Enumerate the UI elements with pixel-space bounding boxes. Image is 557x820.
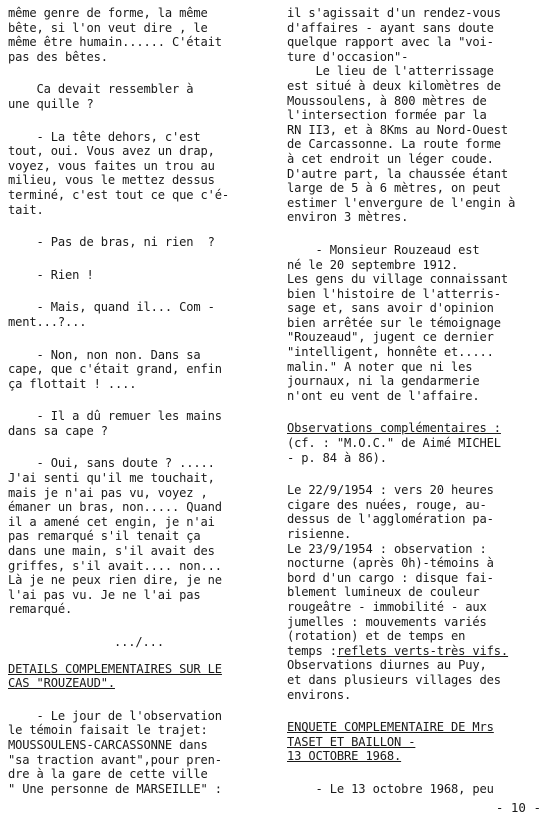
question-4 [8, 409, 270, 438]
text-line: - Il a dû remuer les mains [8, 409, 222, 424]
text-line: Là je ne peux rien dire, je ne [8, 573, 222, 588]
text-line: n'ont eu vent de l'affaire. [287, 388, 480, 403]
text-line: dans sa cape ? [8, 423, 108, 438]
text-line: cape, que c'était grand, enfin [8, 362, 222, 377]
text-line: le témoin faisait le trajet: [8, 723, 208, 738]
text-line: - Le jour de l'observation [8, 708, 222, 723]
text-line: estimer l'envergure de l'engin à [287, 195, 516, 210]
text-line: dessus de l'agglomération pa- [287, 512, 494, 527]
question-3 [8, 300, 270, 329]
text-line: d'affaires - ayant sans doute [287, 20, 494, 35]
text-line: risienne. [287, 527, 352, 541]
answer-3 [8, 348, 270, 392]
underlined-segment: reflets verts-très vifs. [336, 643, 509, 658]
text-line: Observations diurnes au Puy, [287, 658, 487, 673]
text-line: MOUSSOULENS-CARCASSONNE dans [8, 737, 208, 752]
text-line: Les gens du village connaissant [287, 272, 509, 287]
text-line: griffes, s'il avait.... non... [8, 558, 222, 573]
text-line: Ca devait ressembler à [8, 82, 194, 97]
details-paragraph [8, 709, 270, 797]
text-line: voyez, vous faites un trou au [8, 158, 215, 173]
observations-reference: (cf. : "M.O.C." de Aimé MICHEL [287, 436, 501, 451]
text-line: émaner un bras, non..... Quand [8, 500, 222, 515]
text-line: malin." A noter que ni les [287, 359, 473, 374]
text-line: même être humain...... C'était [8, 35, 222, 50]
text-line: "sa traction avant",pour pren- [8, 752, 222, 767]
right-column [287, 6, 551, 797]
text-line: bête, si l'on veut dire , le [8, 20, 208, 35]
text-line: Le 23/9/1954 : observation : [287, 541, 487, 556]
text-line: une quille ? [8, 96, 94, 111]
text-line: et dans plusieurs villages des [287, 672, 501, 687]
separator: .../... [114, 635, 164, 649]
text-line: - Non, non non. Dans sa [8, 347, 201, 362]
observations-reference-page: - p. 84 à 86). [287, 450, 387, 465]
text-line: ture d'occasion"- [287, 49, 409, 64]
text-line: environs. [287, 687, 352, 702]
left-column [8, 6, 270, 796]
text-line: il a amené cet engin, je n'ai [8, 514, 215, 529]
observation-1 [287, 483, 551, 541]
text-line: RN II3, et à 8Kms au Nord-Ouest [287, 122, 509, 137]
heading-line: TASET ET BAILLON - [287, 734, 416, 749]
text-line: jumelles : mouvements variés [287, 614, 487, 629]
text-line: de Carcassonne. La route forme [287, 137, 501, 152]
text-line: pas des bêtes. [8, 49, 108, 64]
observation-3 [287, 658, 551, 702]
text-line: sage et, sans avoir d'opinion [287, 301, 494, 316]
rouzeaud-paragraph [287, 243, 551, 404]
text-line: dre à la gare de cette ville [8, 767, 208, 782]
text-line: terminé, c'est tout ce que c'é- [8, 187, 230, 202]
text-line: - La tête dehors, c'est [8, 129, 201, 144]
text-line: journaux, ni la gendarmerie [287, 374, 480, 389]
text-line: Le 22/9/1954 : vers 20 heures [287, 483, 494, 498]
text-line: l'ai pas vu. Je ne l'ai pas [8, 587, 201, 602]
text-line: "Rouzeaud", jugent ce dernier [287, 330, 494, 345]
text-line: bien arrêtée sur le témoignage [287, 315, 501, 330]
text-line: il s'agissait d'un rendez-vous [287, 6, 501, 20]
text-line: - Monsieur Rouzeaud est [287, 242, 480, 257]
text-line: même genre de forme, la même [8, 6, 208, 20]
text-line: milieu, vous le mettez dessus [8, 173, 215, 188]
observations-heading: Observations complémentaires : [287, 421, 501, 436]
continuation-paragraph [287, 6, 551, 64]
heading-line: 13 OCTOBRE 1968. [287, 749, 402, 764]
text-line: mais je n'ai pas vu, voyez , [8, 485, 208, 500]
answer-1 [8, 130, 270, 218]
text-line: remarqué. [8, 602, 73, 617]
text-line: " Une personne de MARSEILLE" : [8, 781, 222, 796]
text-line: cigare des nuées, rouge, au- [287, 497, 487, 512]
text-line: est situé à deux kilomètres de [287, 78, 501, 93]
text-line: tait. [8, 202, 44, 217]
text-line: quelque rapport avec la "voi- [287, 35, 494, 50]
text-line: large de 5 à 6 mètres, on peut [287, 181, 501, 196]
enquete-paragraph-start: - Le 13 octobre 1968, peu [287, 781, 494, 796]
text-line: pas remarqué s'il tenait ça [8, 529, 201, 544]
text-line: - Oui, sans doute ? ..... [8, 456, 215, 471]
text-line: Le lieu de l'atterrissage [287, 64, 494, 79]
page-number: - 10 - [495, 800, 541, 816]
question-1 [8, 82, 270, 111]
landing-paragraph [287, 64, 551, 225]
heading-line: DETAILS COMPLEMENTAIRES SUR LE [8, 661, 222, 676]
text-line: l'intersection formée par la [287, 108, 487, 123]
text-line: ça flottait ! .... [8, 376, 137, 391]
heading-line: ENQUETE COMPLEMENTAIRE DE Mrs [287, 720, 494, 735]
observation-2 [287, 542, 551, 659]
text-line [287, 644, 551, 659]
text-line: nocturne (après 0h)-témoins à [287, 556, 494, 571]
question-2: - Pas de bras, ni rien ? [8, 235, 215, 250]
text-segment: temps : [287, 643, 337, 658]
text-line: bien l'histoire de l'atterris- [287, 286, 501, 301]
text-line: D'autre part, la chaussée étant [287, 166, 509, 181]
intro-paragraph [8, 6, 270, 64]
text-line: tout, oui. Vous avez un drap, [8, 144, 215, 159]
text-line: "intelligent, honnête et..... [287, 345, 494, 360]
text-line: né le 20 septembre 1912. [287, 257, 459, 272]
text-line: bord d'un cargo : disque fai- [287, 570, 494, 585]
section-heading [8, 662, 270, 691]
text-line: environ 3 mètres. [287, 210, 409, 225]
text-line: (rotation) et de temps en [287, 629, 466, 644]
text-line: blement lumineux de couleur [287, 585, 480, 600]
text-line: J'ai senti qu'il me touchait, [8, 471, 215, 486]
text-line: rougeâtre - immobilité - aux [287, 599, 487, 614]
text-line: - Mais, quand il... Com - [8, 300, 215, 315]
text-line: ment...?... [8, 314, 87, 329]
answer-4 [8, 456, 270, 617]
text-line: Moussoulens, à 800 mètres de [287, 93, 487, 108]
text-line: à cet endroit un léger coude. [287, 151, 494, 166]
heading-line: CAS "ROUZEAUD". [8, 676, 115, 691]
enquete-heading [287, 720, 551, 764]
text-line: dans une main, s'il avait des [8, 544, 215, 559]
answer-2: - Rien ! [8, 267, 94, 282]
